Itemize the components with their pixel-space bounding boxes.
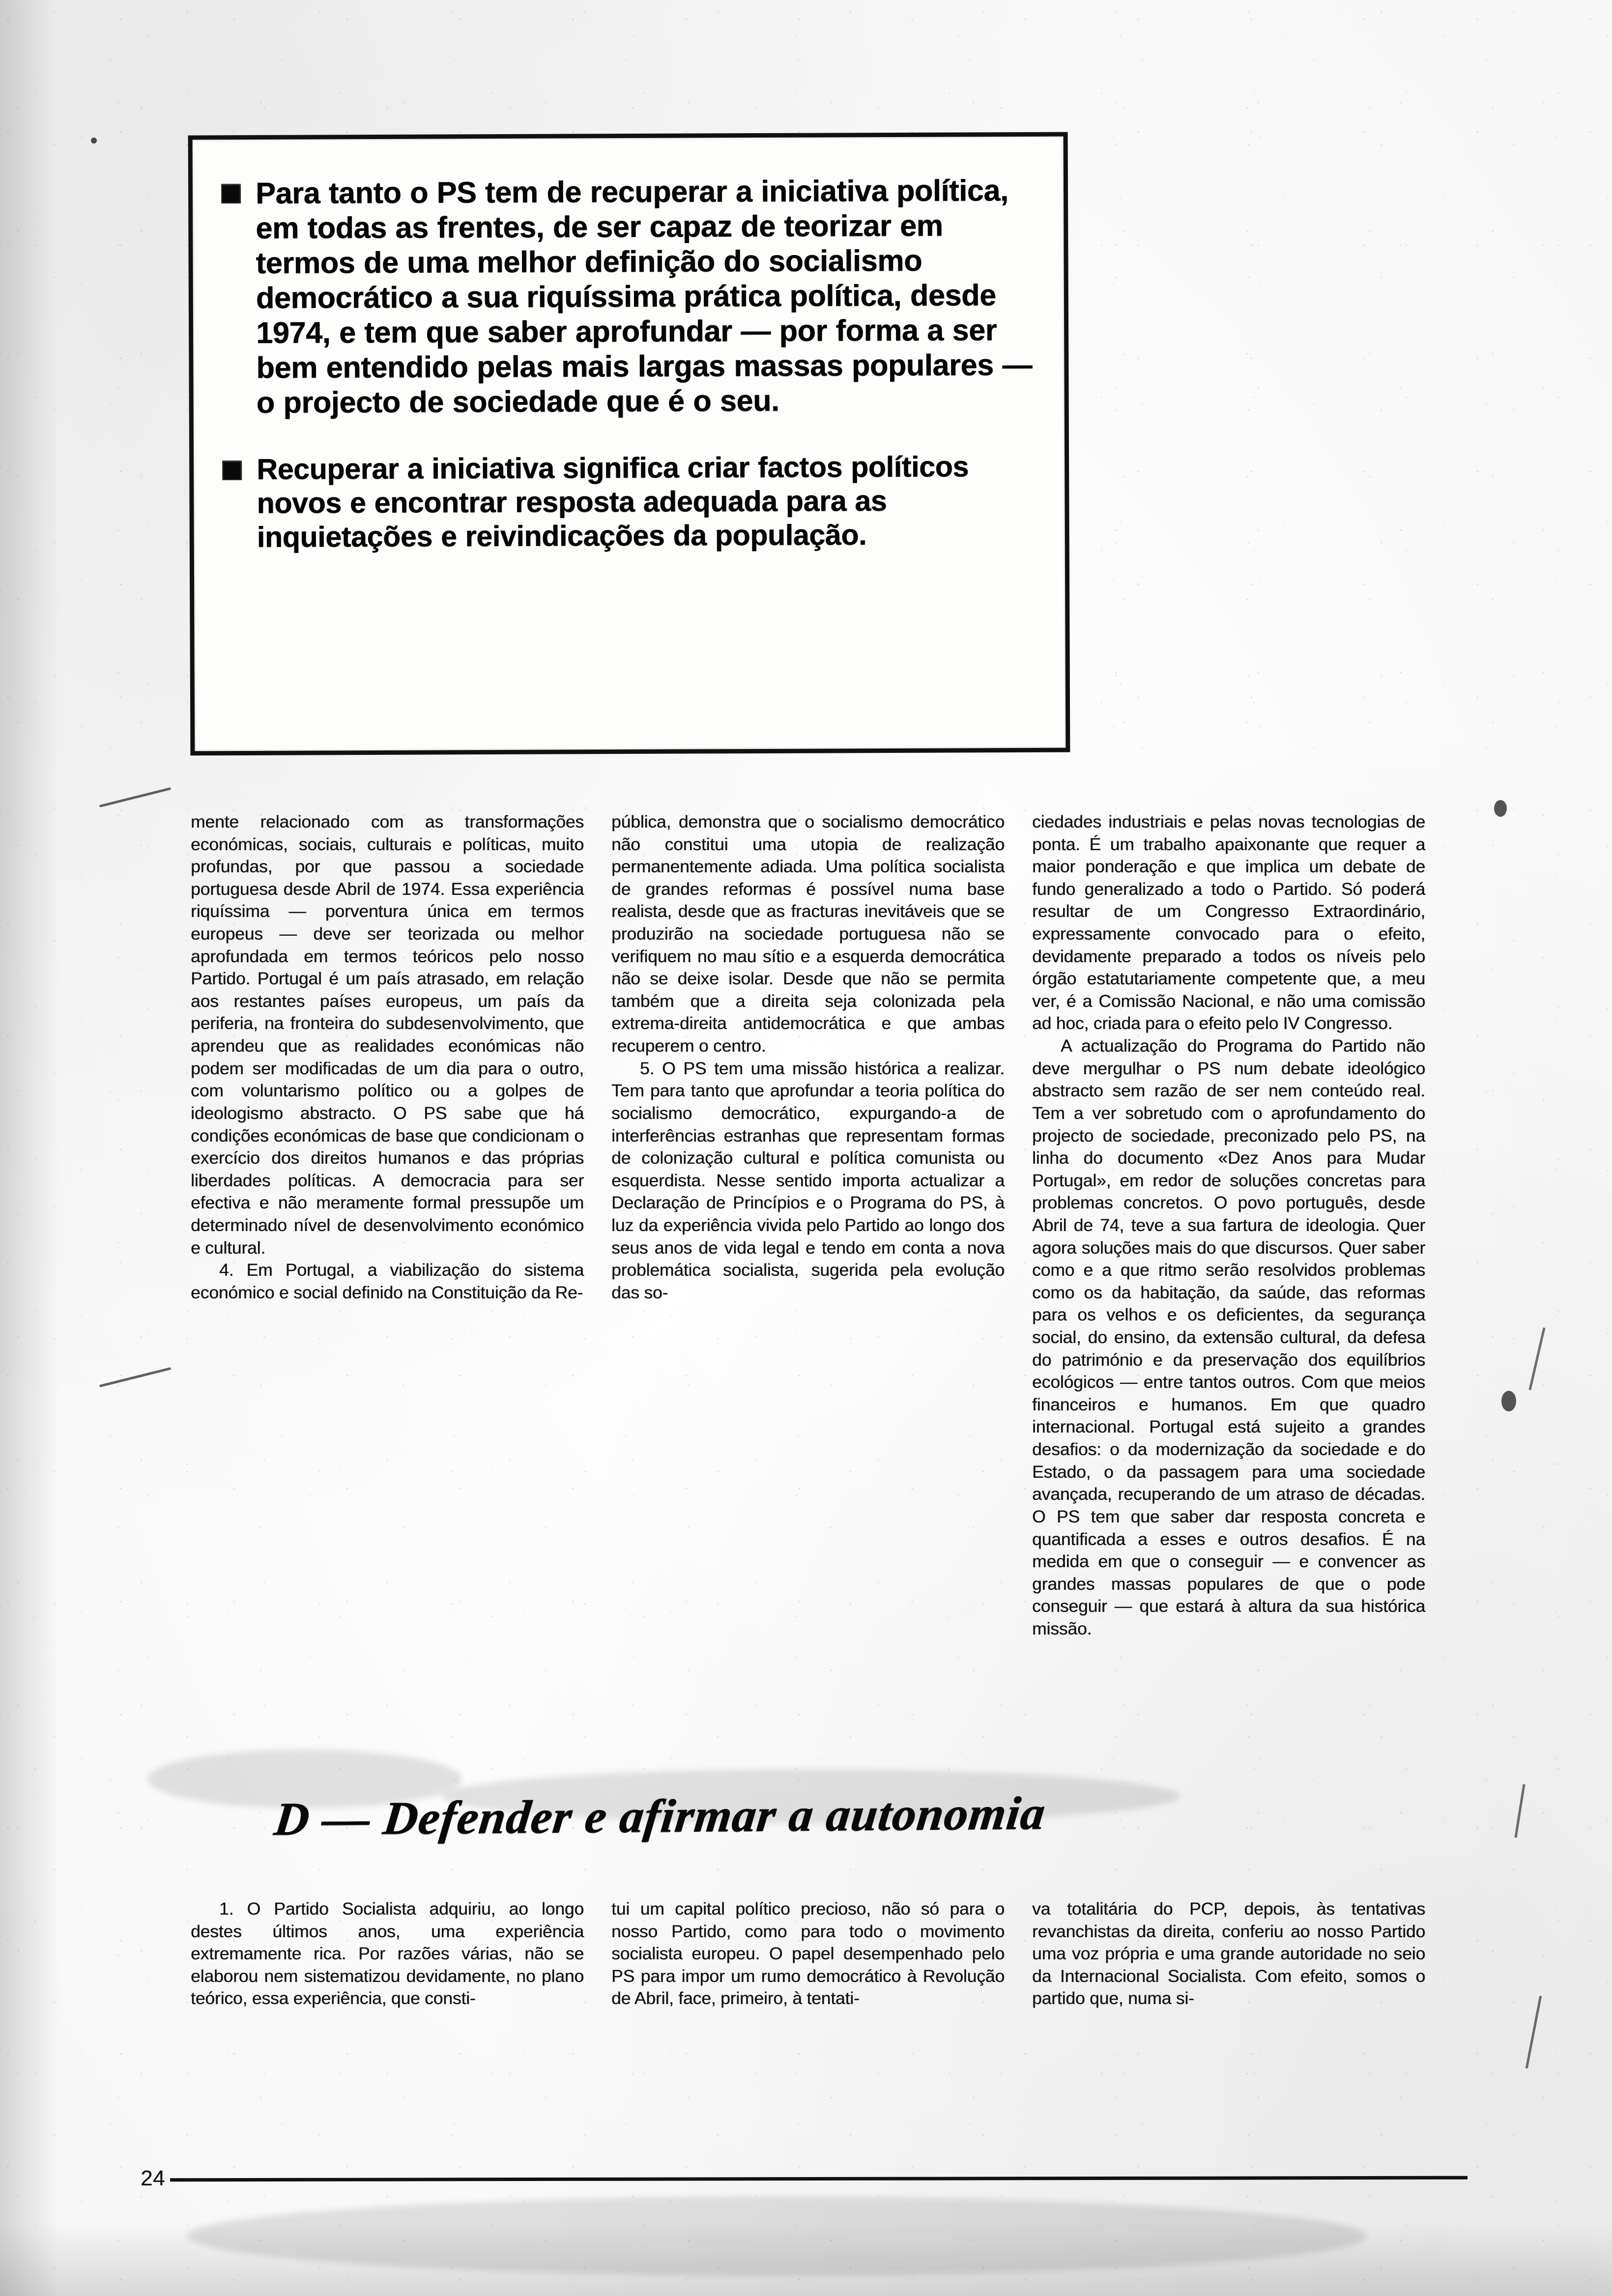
body-column-2b: [611, 1898, 1005, 2010]
margin-register-dot: [91, 138, 97, 144]
pull-quote-text: Recuperar a iniciativa significa criar factos políticos novos e encontrar resposta adequada para as inquietações e reivindicações da população.: [257, 450, 969, 553]
footer-rule: [170, 2176, 1468, 2181]
paragraph: va totalitária do PCP, depois, às tentativas revanchistas da direita, conferiu ao nosso Partido uma voz própria e uma grande autoridade no seio da Internacional Socialista. Com efeito, somos o partido que, numa si-: [1032, 1899, 1425, 2009]
paragraph: mente relacionado com as transformações económicas, sociais, culturais e políticas, muito profundas, por que passou a sociedade portuguesa desde Abril de 1974. Essa experiência riquíssima — porventura única em termos europeus — deve ser teorizada ou melhor aprofundada em termos teóricos pelo nosso Partido. Portugal é um país atrasado, em relação aos restantes países europeus, um país da periferia, na fronteira do subdesenvolvimento, que aprendeu que as realidades económicas não podem ser modificadas de um dia para o outro, com voluntarismo político ou a golpes de ideologismo abstracto. O PS sabe que há condições económicas de base que condicionam o exercício dos direitos humanos e das próprias liberdades políticas. A democracia para ser efectiva e não meramente formal pressupõe um determinado nível de desenvolvimento económico e cultural.: [191, 812, 584, 1258]
square-bullet-icon: [222, 460, 242, 480]
body-column-2: [611, 811, 1005, 1640]
body-column-3: [1032, 811, 1425, 1640]
pull-quote-text: Para tanto o PS tem de recuperar a iniciativa política, em todas as frentes, de ser capaz de teorizar em termos de uma melhor definição do socialismo democrático a sua riquíssima prática política, desde 1974, e tem que saber aprofundar — por forma a ser bem entendido pelas mais largas massas populares — o projecto de sociedade que é o seu.: [255, 173, 1033, 420]
pull-quote-item: [222, 450, 1039, 554]
paper-smudge-bottom: [187, 2197, 1366, 2275]
lower-body-columns: [191, 1898, 1425, 2010]
margin-ink-blob-right-upper: [1494, 800, 1507, 817]
paragraph: 1. O Partido Socialista adquiriu, ao longo destes últimos anos, uma experiência extremamente rica. Por razões várias, não se elaborou nem sistematizou devidamente, no plano teórico, essa experiência, que consti-: [191, 1899, 584, 2009]
pull-quote-box: [188, 132, 1070, 756]
margin-tick-left-upper: [99, 787, 172, 807]
page-number: 24: [141, 2166, 165, 2190]
body-column-1b: [191, 1898, 584, 2010]
margin-pen-stroke-lower: [1526, 1996, 1542, 2068]
page-footer: [141, 2166, 1468, 2191]
paragraph: 4. Em Portugal, a viabilização do sistema económico e social definido na Constituição da Re-: [191, 1260, 584, 1302]
square-bullet-icon: [221, 184, 241, 203]
scan-edge-shadow-left: [0, 0, 59, 2296]
paragraph: 5. O PS tem uma missão histórica a realizar. Tem para tanto que aprofundar a teoria política do socialismo democrático, expurgando-a de interferências estranhas que representam formas de colonização cultural e política comunista ou esquerdista. Nesse sentido importa actualizar a Declaração de Princípios e o Programa do PS, à luz da experiência vivida pelo Partido ao longo dos seus anos de vida legal e tendo em conta a nova problemática socialista, sugerida pela evolução das so-: [611, 1058, 1005, 1302]
paragraph: A actualização do Programa do Partido não deve mergulhar o PS num debate ideológico abstracto sem razão de ser nem conteúdo real. Tem a ver sobretudo com o aprofundamento do projecto de sociedade, preconizado pelo PS, na linha do documento «Dez Anos para Mudar Portugal», em redor de soluções concretas para problemas concretos. O povo português, desde Abril de 74, teve a sua fartura de ideologia. Quer agora soluções mais do que discursos. Quer saber como e a que ritmo serão resolvidos problemas como os da habitação, da saúde, das reformas para os velhos e os deficientes, da segurança social, do ensino, da extensão cultural, da defesa do património e da preservação dos equilíbrios ecológicos — entre tantos outros. Com que meios financeiros e humanos. Em que quadro internacional. Portugal está sujeito a grandes desafios: o da modernização da sociedade e do Estado, o da passagem para uma sociedade avançada, recuperando de um atraso de décadas. O PS tem que saber dar resposta concreta e quantificada a esses e outros desafios. É na medida em que o conseguir — e convencer as grandes massas populares de que o pode conseguir — que estará à altura da sua histórica missão.: [1032, 1036, 1425, 1638]
margin-tick-left-lower: [99, 1367, 172, 1387]
margin-pen-stroke-heading: [1514, 1784, 1525, 1837]
body-column-1: [191, 811, 584, 1640]
margin-pen-stroke-upper: [1528, 1327, 1545, 1390]
paragraph: tui um capital político precioso, não só para o nosso Partido, como para todo o movimento socialista europeu. O papel desempenhado pelo PS para impor um rumo democrático à Revolução de Abril, face, primeiro, à tentati-: [611, 1899, 1005, 2009]
section-heading: D — Defender e afirmar a autonomia: [271, 1786, 1049, 1845]
paragraph: ciedades industriais e pelas novas tecnologias de ponta. É um trabalho apaixonante que requer a maior ponderação e que implica um debate de fundo generalizado a todo o Partido. Só poderá resultar de um Congresso Extraordinário, expressamente convocado para o efeito, devidamente preparado a todos os níveis pelo órgão estatutariamente competente que, a meu ver, é a Comissão Nacional, e não uma comissão ad hoc, criada para o efeito pelo IV Congresso.: [1032, 812, 1425, 1033]
body-column-3b: [1032, 1898, 1425, 2010]
paragraph: pública, demonstra que o socialismo democrático não constitui uma utopia de realização permanentemente adiada. Uma política socialista de grandes reformas é possível numa base realista, desde que as fracturas inevitáveis que se produzirão na sociedade portuguesa não se verifiquem no mau sítio e a esquerda democrática não se deixe isolar. Desde que não se permita também que a direita seja colonizada pela extrema-direita antidemocrática e que ambas recuperem o centro.: [611, 812, 1005, 1056]
margin-ink-blob-right-lower: [1501, 1391, 1516, 1411]
pull-quote-item: [221, 173, 1039, 421]
upper-body-columns: [191, 811, 1425, 1640]
